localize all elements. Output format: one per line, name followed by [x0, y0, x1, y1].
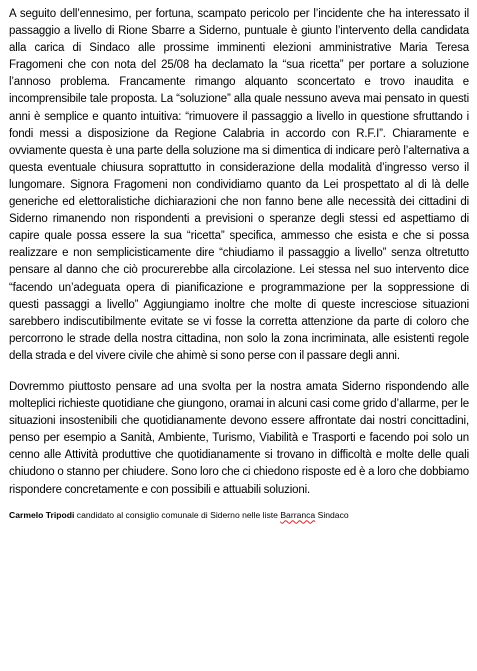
signature-list-name: Barranca	[280, 509, 316, 520]
signature-author: Carmelo Tripodi	[9, 509, 75, 520]
paragraph-1: A seguito dell’ennesimo, per fortuna, scampato pericolo per l’incidente che ha interessato il passaggio a livello di Rione Sbarre a Siderno, puntuale è giunto l’intervento della candidata alla carica di Sindaco alle prossime imminenti elezioni amministrative Maria Teresa Fragomeni che con nota del 25/08 ha declamato la “sua ricetta” per portare a soluzione l’annoso problema. Francamente rimango alquanto sconcertato e trovo inaudita e incomprensibile tale proposta. La “soluzione” alla quale nessuno aveva mai pensato in questi anni è semplice e quanto intuitiva: “rimuovere il passaggio a livello in questione sfruttando i fondi messi a disposizione da Regione Calabria in accordo con R.F.I”. Chiaramente e ovviamente questa è una parte della soluzione ma si dimentica di indicare però l’alternativa a questa eventuale chiusura soprattutto in considerazione della modalità d’ingresso verso il lungomare. Signora Fragomeni non condividiamo quanto da Lei prospettato al di là delle generiche ed elettoralistiche dichiarazioni che non fanno bene alle necessità dei cittadini di Siderno rimanendo non rispondenti a previsioni o speranze degli stessi ed aspettiamo di capire quale possa essere la sua “ricetta” specifica, ammesso che esista e che si possa realizzare e non semplicisticamente dire “chiudiamo il passaggio a livello” senza oltretutto pensare al danno che ciò procurerebbe alla circolazione. Lei stessa nel suo intervento dice “facendo un’adeguata opera di pianificazione e programmazione per la soppressione di questi passaggi a livello” Aggiungiamo inoltre che molte di queste incresciose situazioni sarebbero indiscutibilmente evitate se vi fosse la corretta attenzione da parte di coloro che percorrono le strade della nostra cittadina, non solo la zona incriminata, alle esistenti regole della strada e del vivere civile che ahimè si sono perse con il passare degli anni.	[9, 8, 469, 362]
signature-text-before: candidato al consiglio comunale di Siderno nelle liste	[74, 509, 281, 520]
paragraph-2: Dovremmo piuttosto pensare ad una svolta per la nostra amata Siderno rispondendo alle molteplici richieste quotidiane che giungono, oramai in alcuni casi come grido d’allarme, per le situazioni insostenibili che quotidianamente devono essere affrontate dai nostri concittadini, penso per esempio a Sanità, Ambiente, Turismo, Viabilità e Trasporti e facendo poi solo un cenno alle Attività produttive che quotidianamente si trovano in difficoltà e molte delle quali chiudono o stanno per chiudere. Sono loro che ci chiedono risposte ed è a loro che dobbiamo rispondere concretamente e con possibili e attuabili soluzioni.	[9, 380, 469, 496]
signature-text-after: Sindaco	[315, 509, 349, 520]
document-page	[9, 6, 469, 521]
signature-line	[9, 509, 469, 521]
